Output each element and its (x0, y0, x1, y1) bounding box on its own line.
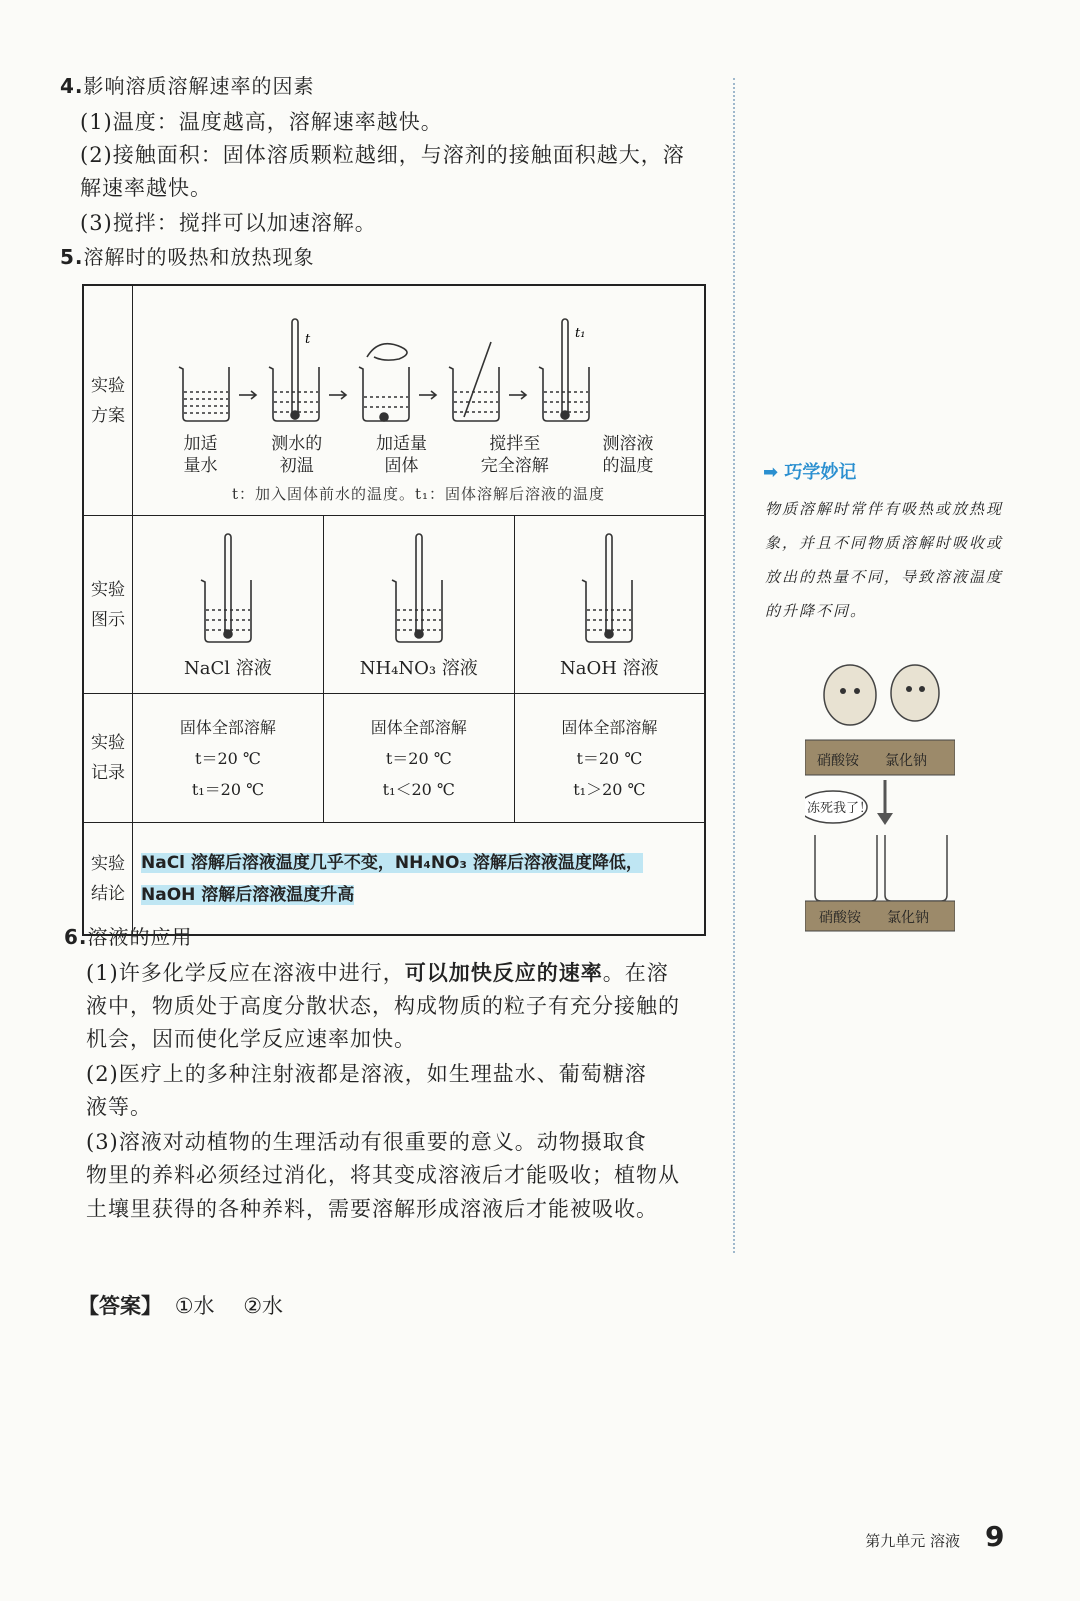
procedure-illustration (139, 307, 699, 447)
cartoon-illustration (805, 655, 955, 935)
s4-item-3: (3)搅拌：搅拌可以加速溶解。 (80, 211, 377, 235)
tip-text: 物质溶解时常伴有吸热或放热现象，并且不同物质溶解时吸收或放出的热量不同，导致溶液温度的升降不同。 (765, 500, 1004, 620)
row-label-record: 实验 记录 (83, 694, 133, 823)
s6-p2a: (2)医疗上的多种注射液都是溶液，如生理盐水、葡萄糖溶 (86, 1062, 647, 1086)
s6-p3c: 土壤里获得的各种养料，需要溶解形成溶液后才能被吸收。 (86, 1197, 658, 1221)
sign-sodium-chloride-top: 氯化钠 (885, 753, 927, 769)
plan-cell (133, 285, 706, 516)
step-5: 测溶液 的温度 (602, 434, 654, 477)
diagram-nacl (133, 516, 324, 694)
speech-bubble: 冻死我了！ (807, 801, 873, 816)
thermo-label-t: t (304, 332, 310, 348)
section-6-heading: 6.溶液的应用 (64, 925, 193, 949)
s6-p2b: 液等。 (86, 1095, 152, 1119)
footer-unit: 第九单元 溶液 (865, 1532, 960, 1550)
sign-ammonium-nitrate-bottom: 硝酸铵 (819, 910, 861, 926)
section-4-heading: 4.影响溶质溶解速率的因素 (60, 74, 315, 98)
step-4: 搅拌至 完全溶解 (480, 434, 549, 477)
conclusion-line-1: NaCl 溶解后溶液温度几乎不变，NH₄NO₃ 溶解后溶液温度降低， (141, 852, 643, 873)
label-nh4no3: NH₄NO₃ 溶液 (359, 657, 478, 679)
page-number: 9 (985, 1520, 1005, 1553)
diagram-nh4no3 (323, 516, 514, 694)
beaker-thermometer-icon (374, 530, 464, 650)
step-1: 加适 量水 (183, 434, 218, 477)
row-label-plan: 实验 方案 (83, 285, 133, 516)
row-label-conclusion: 实验 结论 (83, 823, 133, 935)
s6-p1b: 液中，物质处于高度分散状态，构成物质的粒子有充分接触的 (86, 994, 680, 1018)
record-nh4no3: 固体全部溶解 t＝20 ℃ t₁＜20 ℃ (323, 694, 514, 823)
pencil-arrow-icon: ➡ (763, 462, 779, 483)
row-label-diagram: 实验 图示 (83, 516, 133, 694)
step-labels (184, 433, 654, 477)
sign-ammonium-nitrate-top: 硝酸铵 (817, 753, 859, 769)
margin-divider (733, 78, 735, 1253)
experiment-table (82, 284, 706, 936)
s4-item-2b: 解速率越快。 (80, 176, 212, 200)
beaker-thermometer-icon (564, 530, 654, 650)
plan-note: t：加入固体前水的温度。t₁：固体溶解后溶液的温度 (231, 485, 606, 504)
step-2: 测水的 初温 (271, 434, 323, 477)
record-nacl: 固体全部溶解 t＝20 ℃ t₁＝20 ℃ (133, 694, 324, 823)
label-naoh: NaOH 溶液 (559, 657, 659, 679)
label-nacl: NaCl 溶液 (184, 657, 272, 679)
sign-sodium-chloride-bottom: 氯化钠 (887, 910, 929, 926)
thermo-label-t1: t₁ (574, 326, 585, 342)
section-5-heading: 5.溶解时的吸热和放热现象 (60, 245, 315, 269)
conclusion-line-2: NaOH 溶解后溶液温度升高 (141, 884, 355, 905)
conclusion-cell (133, 823, 706, 935)
s6-p1c: 机会，因而使化学反应速率加快。 (86, 1027, 416, 1051)
s6-p1a: (1)许多化学反应在溶液中进行，可以加快反应的速率。在溶 (86, 961, 669, 985)
s6-p3a: (3)溶液对动植物的生理活动有很重要的意义。动物摄取食 (86, 1130, 647, 1154)
beaker-thermometer-icon (183, 530, 273, 650)
s4-item-2a: (2)接触面积：固体溶质颗粒越细，与溶剂的接触面积越大，溶 (80, 143, 685, 167)
s4-item-1: (1)温度：温度越高，溶解速率越快。 (80, 110, 443, 134)
record-naoh: 固体全部溶解 t＝20 ℃ t₁＞20 ℃ (514, 694, 705, 823)
answer-line: 【答案】 ①水 ②水 (78, 1294, 284, 1318)
step-3: 加适量 固体 (376, 434, 427, 477)
s6-p3b: 物里的养料必须经过消化，将其变成溶液后才能吸收；植物从 (86, 1163, 680, 1187)
tip-heading: ➡ 巧学妙记 (763, 462, 857, 483)
diagram-naoh (514, 516, 705, 694)
